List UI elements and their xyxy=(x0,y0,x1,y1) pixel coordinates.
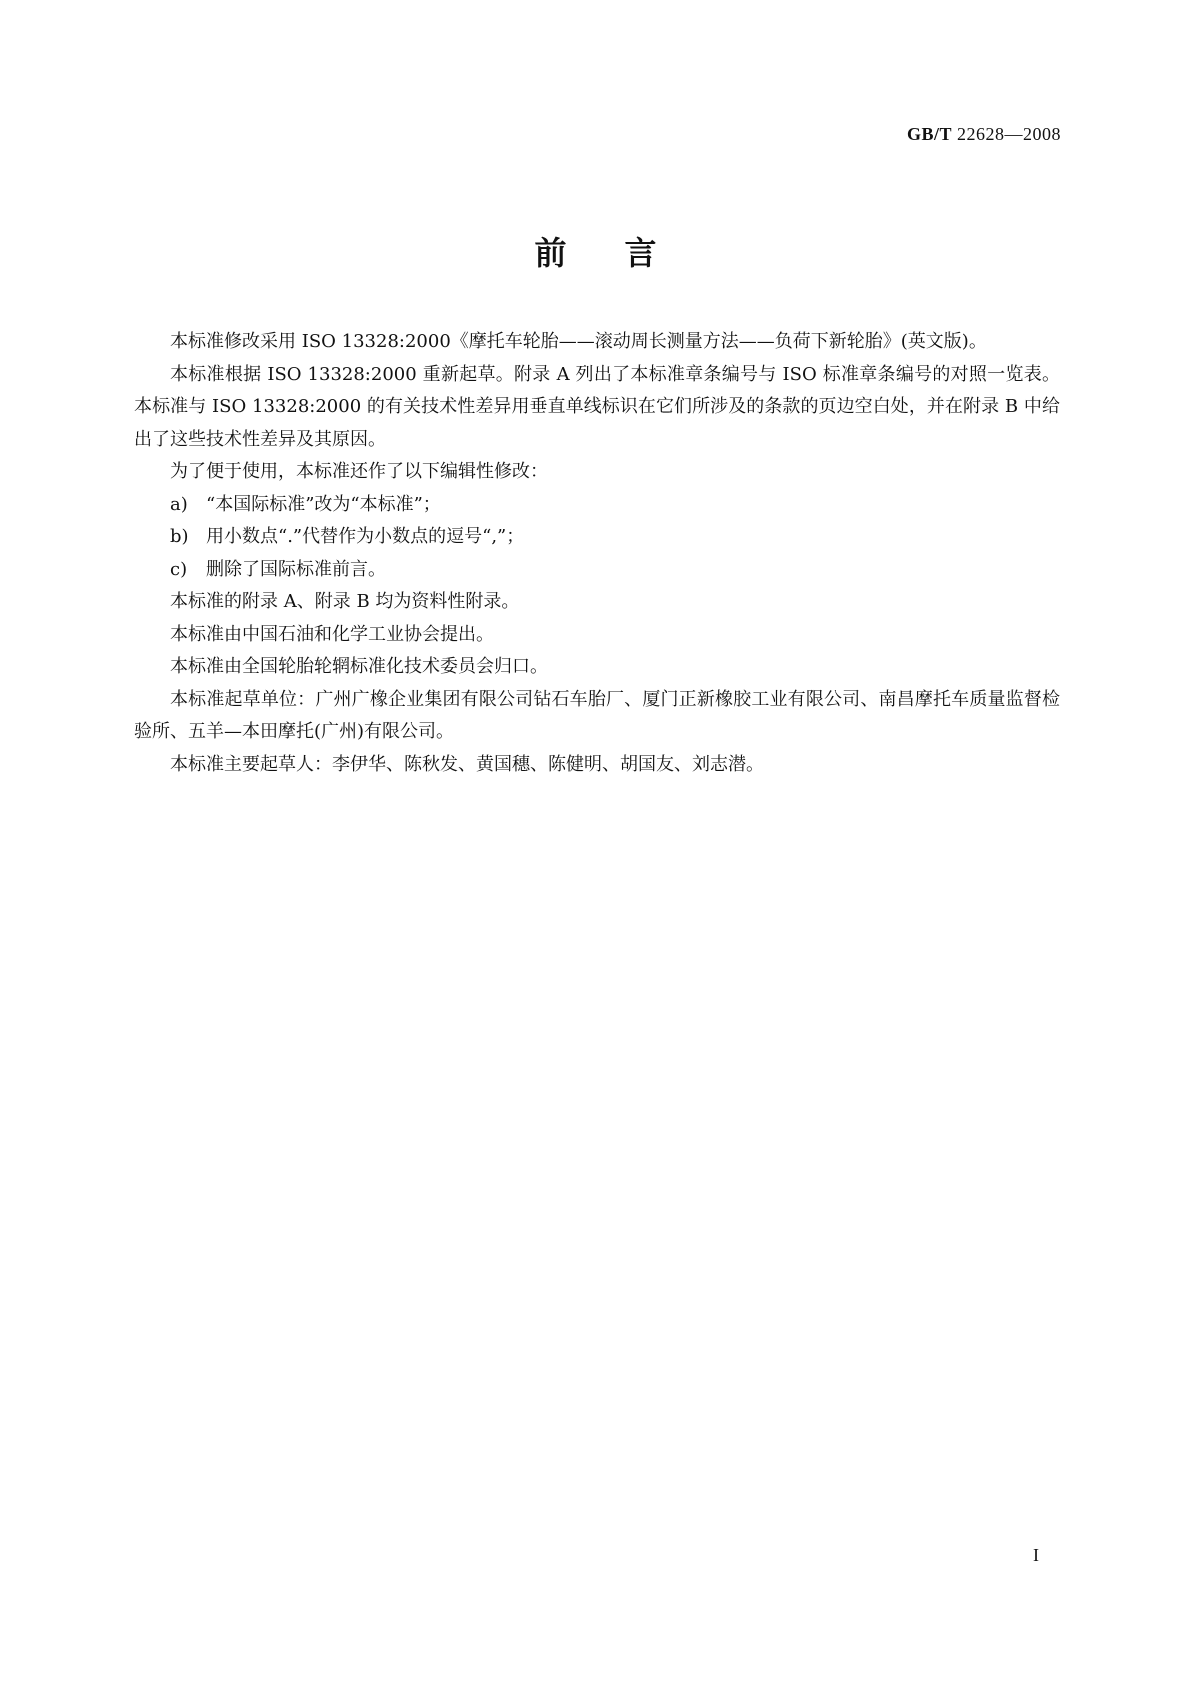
list-item xyxy=(134,554,1060,587)
standard-number: 22628—2008 xyxy=(957,124,1061,144)
paragraph-drafters: 本标准主要起草人：李伊华、陈秋发、黄国穗、陈健明、胡国友、刘志潜。 xyxy=(170,753,764,775)
paragraph-committee: 本标准由全国轮胎轮辋标准化技术委员会归口。 xyxy=(170,656,548,677)
list-marker: b) xyxy=(170,526,189,547)
paragraph-proposer: 本标准由中国石油和化学工业协会提出。 xyxy=(170,623,494,645)
list-item-text: “本国际标准”改为“本标准”； xyxy=(206,493,441,515)
list-marker: c) xyxy=(170,558,188,580)
list-item xyxy=(134,521,1060,554)
page-header xyxy=(907,124,1061,145)
list-marker: a) xyxy=(170,493,188,515)
page-title: 前言 xyxy=(534,234,715,272)
page-number: I xyxy=(1033,1545,1039,1565)
list-item-text: 用小数点“.”代替作为小数点的逗号“,”； xyxy=(206,526,525,547)
paragraph-editorial-intro: 为了便于使用，本标准还作了以下编辑性修改： xyxy=(170,461,548,482)
paragraph-annexes: 本标准的附录 A、附录 B 均为资料性附录。 xyxy=(170,591,520,612)
list-item-text: 删除了国际标准前言。 xyxy=(206,558,386,580)
standard-code: GB/T xyxy=(906,124,952,144)
foreword-body xyxy=(134,326,1060,781)
list-item xyxy=(134,489,1060,522)
paragraph-redrafting: 本标准根据 ISO 13328:2000 重新起草。附录 A 列出了本标准章条编号与 ISO 标准章条编号的对照一览表。本标准与 ISO 13328:2000 的有关技术性差异用垂直单线标识在它们所涉及的条款的页边空白处，并在附录 B 中给出了这些技术性差异及其原因。 xyxy=(134,363,1060,450)
paragraph-drafting-units: 本标准起草单位：广州广橡企业集团有限公司钻石车胎厂、厦门正新橡胶工业有限公司、南昌摩托车质量监督检验所、五羊—本田摩托(广州)有限公司。 xyxy=(134,688,1060,742)
paragraph-adoption: 本标准修改采用 ISO 13328:2000《摩托车轮胎——滚动周长测量方法——负荷下新轮胎》(英文版)。 xyxy=(170,331,987,352)
